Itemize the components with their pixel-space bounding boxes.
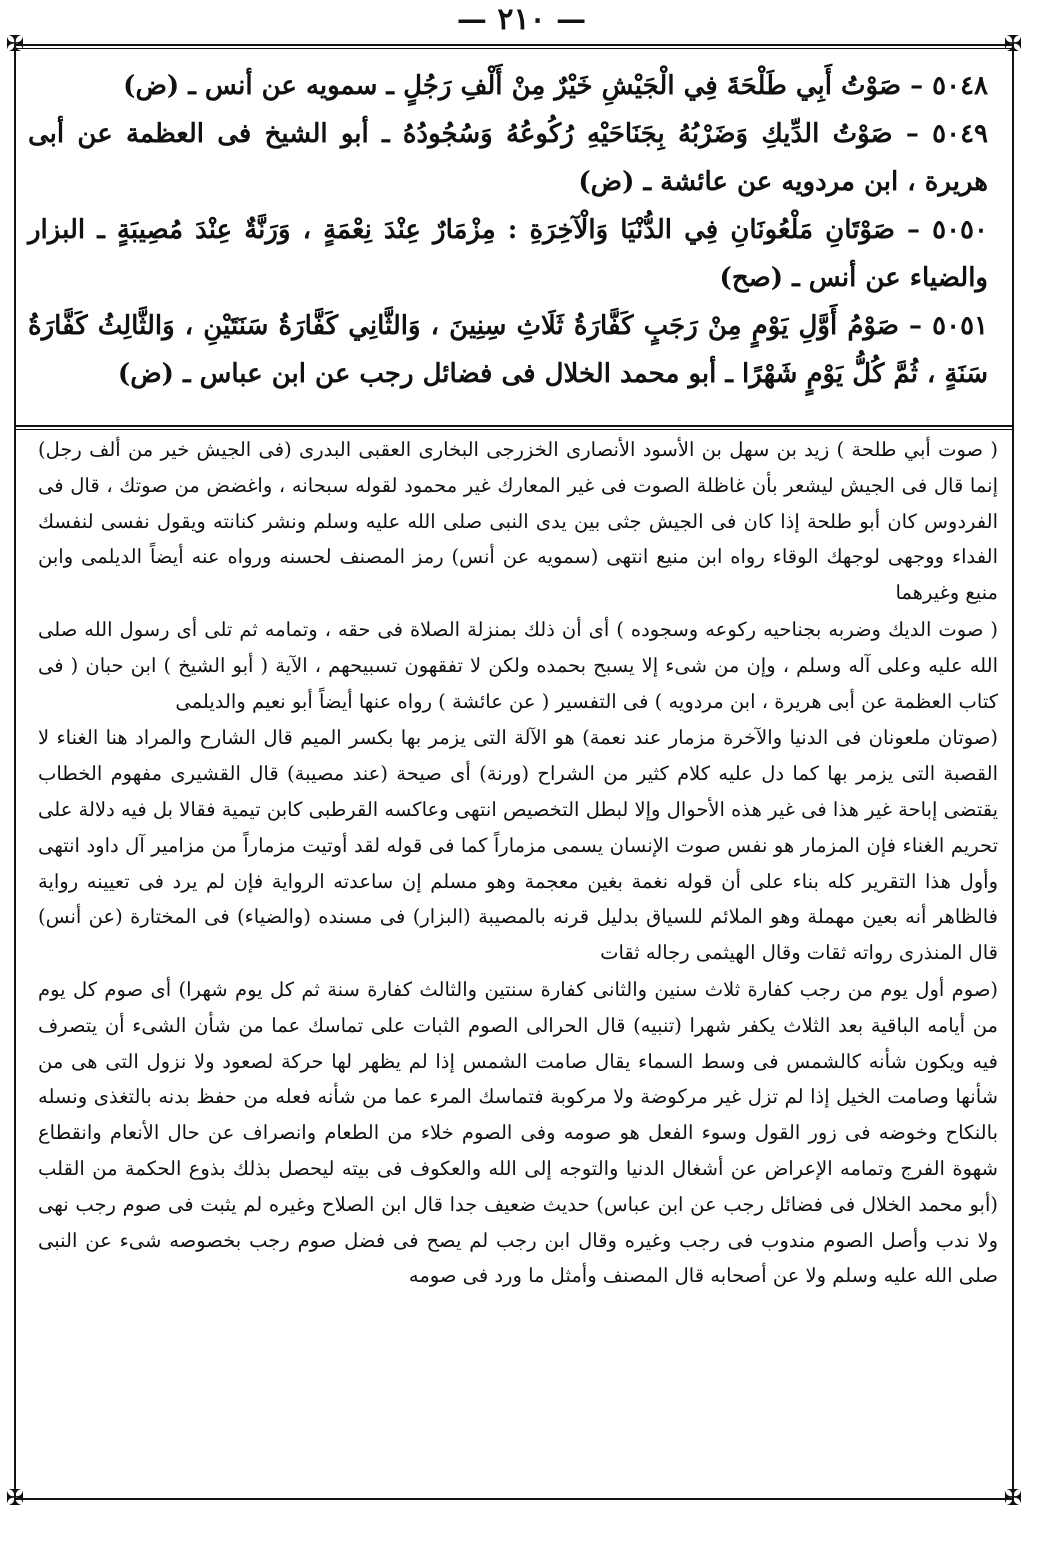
hadith-entry bbox=[28, 62, 988, 110]
corner-ornament-icon: ✠ bbox=[1003, 1486, 1023, 1511]
hadith-entry bbox=[28, 206, 988, 302]
frame-left-rule bbox=[14, 44, 16, 1500]
hadith-entry bbox=[28, 302, 988, 398]
hadith-number: ٥٠٤٨ bbox=[932, 71, 988, 101]
frame-bottom-rule bbox=[14, 1498, 1014, 1500]
corner-ornament-icon: ✠ bbox=[5, 32, 25, 57]
section-divider-inner bbox=[16, 429, 1012, 430]
commentary-paragraph: (صوم أول يوم من رجب كفارة ثلاث سنين والثانى كفارة سنتين والثالث كفارة سنة ثم كل يوم شهرا) أى صوم كل يوم من أيامه الباقية بعد الثلاث يكفر شهرا (تنبيه) قال الحرالى الصوم الثبات على تماسك عما من شأن الشىء أن يتصرف فيه ويكون شأنه كالشمس فى وسط السماء يقال صامت الشمس إذا لم يظهر لها حركة لصعود ولا نزول التى هى من شأنها وصامت الخيل إذا لم تزل غير مركوضة ولا مركوبة فتماسك المرء عما من شأنه فعله من حفظ بدنه بالتغذى ونسله بالنكاح وخوضه فى زور القول وسوء الفعل هو صومه وفى الصوم خلاء من الطعام وانصراف عن حال الأنعام وانقطاع شهوة الفرج وتمامه الإعراض عن أشغال الدنيا والتوجه إلى الله والعكوف فى بيته ليحصل بذلك بذوع الحكمة من القلب (أبو محمد الخلال فى فضائل رجب عن ابن عباس) حديث ضعيف جدا قال ابن الصلاح وغيره لم يثبت فى صوم رجب نهى ولا ندب وأصل الصوم مندوب فى رجب وغيره وقال ابن رجب لم يصح فى فضل صوم رجب بخصوصه شىء عن النبى صلى الله عليه وسلم ولا عن أصحابه قال المصنف وأمثل ما ورد فى صومه bbox=[38, 977, 998, 1288]
section-divider bbox=[16, 425, 1012, 427]
corner-ornament-icon: ✠ bbox=[5, 1486, 25, 1511]
hadith-number: ٥٠٥١ bbox=[932, 311, 988, 341]
hadith-list bbox=[28, 62, 988, 398]
corner-ornament-icon: ✠ bbox=[1003, 32, 1023, 57]
frame-top-rule bbox=[14, 44, 1014, 46]
page-number: — ٢١٠ — bbox=[456, 2, 587, 37]
commentary-paragraph: ( صوت أبي طلحة ) زيد بن سهل بن الأسود الأنصارى الخزرجى البخارى العقبى البدرى (فى الجيش خير من ألف رجل) إنما قال فى الجيش ليشعر بأن غاظلة الصوت فى غير المعارك غير محمود لقوله سبحانه ، واغضض من صوتك ، قال فى الفردوس كان أبو طلحة إذا كان فى الجيش جثى بين يدى النبى صلى الله عليه وسلم ونشر كنانته ويقول نفسى لنفسك الفداء ووجهى لوجهك الوقاء رواه ابن منيع انتهى (سمويه عن أنس) رمز المصنف لحسنه ورواه عنه أيضاً الديلمى وابن منيع وغيرهما bbox=[38, 438, 998, 605]
hadith-number: ٥٠٤٩ bbox=[932, 119, 988, 149]
hadith-text: – صَوْتُ أَبِي طَلْحَةَ فِي الْجَيْشِ خَيْرٌ مِنْ أَلْفِ رَجُلٍ ـ سمويه عن أنس ـ (ض) bbox=[123, 71, 924, 101]
commentary-paragraph: (صوتان ملعونان فى الدنيا والآخرة مزمار عند نعمة) هو الآلة التى يزمر بها بكسر الميم قال الشارح والمراد هنا الغناء لا القصبة التى يزمر بها كما دل عليه كلام كثير من الشراح (ورنة) أى صيحة (عند مصيبة) قال القشيرى مفهوم الخطاب يقتضى إباحة غير هذا فى غير هذه الأحوال وإلا لبطل التخصيص انتهى وعاكسه القرطبى كابن تيمية فقالا بل فيه دلالة على تحريم الغناء فإن المزمار هو نفس صوت الإنسان يسمى مزماراً كما فى قوله لقد أوتيت مزماراً من مزامير آل داود انتهى وأول هذا التقرير كله بناء على أن قوله نغمة بغين معجمة وهو مسلم إن ساعدته الرواية فإن لم يرد فى تعيينه رواية فالظاهر أنه بعين مهملة وهو الملائم للسياق بدليل قرنه بالمصيبة (البزار) فى مسنده (والضياء) فى المختارة (عن أنس) قال المنذرى رواته ثقات وقال الهيثمى رجاله ثقات bbox=[38, 726, 998, 965]
hadith-text: – صَوْتَانِ مَلْعُونَانِ فِي الدُّنْيَا وَالْآخِرَةِ : مِزْمَارٌ عِنْدَ نِعْمَةٍ ، وَرَنَّةٌ عِنْدَ مُصِيبَةٍ ـ البزار والضياء عن أنس ـ (صح) bbox=[28, 215, 988, 293]
hadith-number: ٥٠٥٠ bbox=[932, 215, 988, 245]
hadith-entry bbox=[28, 110, 988, 206]
hadith-text: – صَوْتُ الدِّيكِ وَضَرْبُهُ بِجَنَاحَيْهِ رُكُوعُهُ وَسُجُودُهُ ـ أبو الشيخ فى العظمة عن أبى هريرة ، ابن مردويه عن عائشة ـ (ض) bbox=[28, 119, 988, 197]
commentary-paragraph: ( صوت الديك وضربه بجناحيه ركوعه وسجوده ) أى أن ذلك بمنزلة الصلاة فى حقه ، وتمامه ثم تلى أى رسول الله صلى الله عليه وعلى آله وسلم ، وإن من شىء إلا يسبح بحمده ولكن لا تفقهون تسبيحهم ، الآية ( أبو الشيخ ) ابن حبان ( فى كتاب العظمة عن أبى هريرة ، ابن مردويه ) فى التفسير ( عن عائشة ) رواه عنها أيضاً أبو نعيم والديلمى bbox=[38, 617, 998, 713]
hadith-text: – صَوْمُ أَوَّلِ يَوْمٍ مِنْ رَجَبٍ كَفَّارَةُ ثَلَاثِ سِنِينَ ، وَالثَّانِي كَفَّارَةُ سَنَتَيْنِ ، وَالثَّالِثُ كَفَّارَةُ سَنَةٍ ، ثُمَّ كُلُّ يَوْمٍ شَهْرًا ـ أبو محمد الخلال فى فضائل رجب عن ابن عباس ـ (ض) bbox=[28, 311, 988, 389]
frame-right-rule bbox=[1012, 44, 1014, 1500]
frame-top-rule-inner bbox=[14, 48, 1014, 49]
commentary-section bbox=[38, 432, 998, 1294]
